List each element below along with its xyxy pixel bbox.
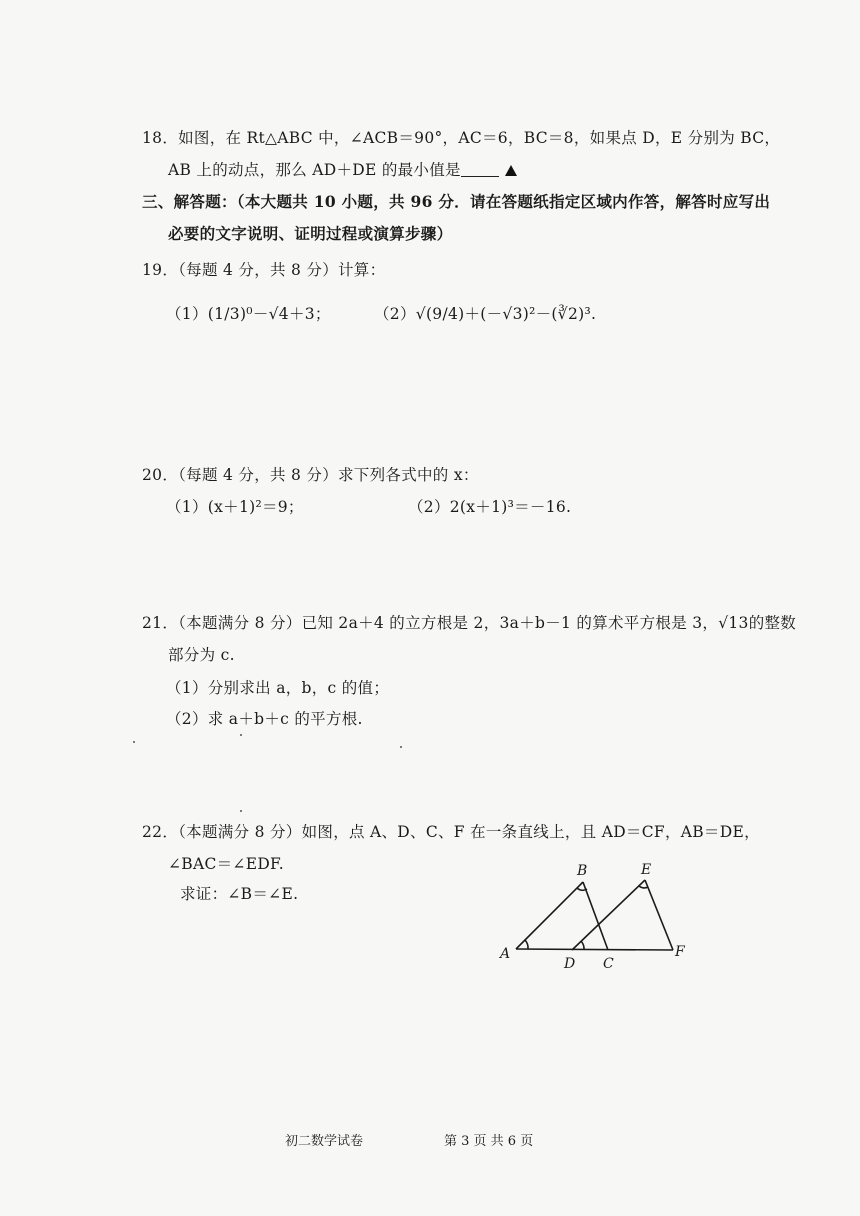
q20-part1: （1）(x＋1)²＝9； [166,498,304,516]
scan-speck [240,734,242,736]
q20-title: 20．（每题 4 分，共 8 分）求下列各式中的 x： [142,466,479,484]
q18-line2-text: AB 上的动点，那么 AD＋DE 的最小值是 [168,161,461,179]
q19-part2: （2）√(9/4)＋(－√3)²－(∛2)³. [374,305,597,323]
segment-BC [583,882,608,950]
label-B: B [577,863,588,879]
scan-speck [400,746,402,748]
answer-blank [461,176,499,177]
section3-heading-line1: 三、解答题：（本大题共 10 小题，共 96 分．请在答题纸指定区域内作答，解答时应写出 [142,192,771,211]
q19-part1: （1）(1/3)⁰－√4＋3； [166,305,331,323]
base-line-AF [516,949,673,950]
angle-mark-E [639,886,648,888]
q21-part1: （1）分别求出 a，b，c 的值； [166,679,390,697]
label-E: E [641,862,652,878]
q19-title: 19．（每题 4 分，共 8 分）计算： [142,261,386,279]
q21-part2: （2）求 a＋b＋c 的平方根. [166,710,363,728]
q21-line2: 部分为 c. [168,646,235,664]
q22-line3: 求证：∠B＝∠E. [180,885,299,903]
q20-part2: （2）2(x＋1)³＝－16. [408,498,572,516]
q18-line2 [168,158,517,180]
triangles-figure [490,855,700,975]
q22-line2: ∠BAC＝∠EDF. [168,855,284,873]
footer-page-number: 第 3 页 共 6 页 [444,1134,534,1149]
segment-EF [645,880,673,950]
label-C: C [603,956,614,972]
q21-line1: 21．（本题满分 8 分）已知 2a＋4 的立方根是 2，3a＋b－1 的算术平方根是 3，√13的整数 [142,614,797,632]
angle-mark-A [525,940,528,949]
scan-speck [133,741,135,743]
q22-line1: 22．（本题满分 8 分）如图，点 A、D、C、F 在一条直线上，且 AD＝CF，AB＝DE， [142,823,760,841]
section3-heading-line2: 必要的文字说明、证明过程或演算步骤） [168,224,453,243]
scan-speck [240,810,242,812]
label-A: A [500,946,511,962]
q18-line1: 18．如图，在 Rt△ABC 中，∠ACB＝90°，AC＝6，BC＝8，如果点 D，E 分别为 BC， [142,129,781,147]
label-D: D [564,956,576,972]
footer-subject: 初二数学试卷 [285,1134,364,1149]
label-F: F [675,944,685,960]
segment-AB [516,882,583,949]
triangle-placeholder-icon [505,165,517,176]
